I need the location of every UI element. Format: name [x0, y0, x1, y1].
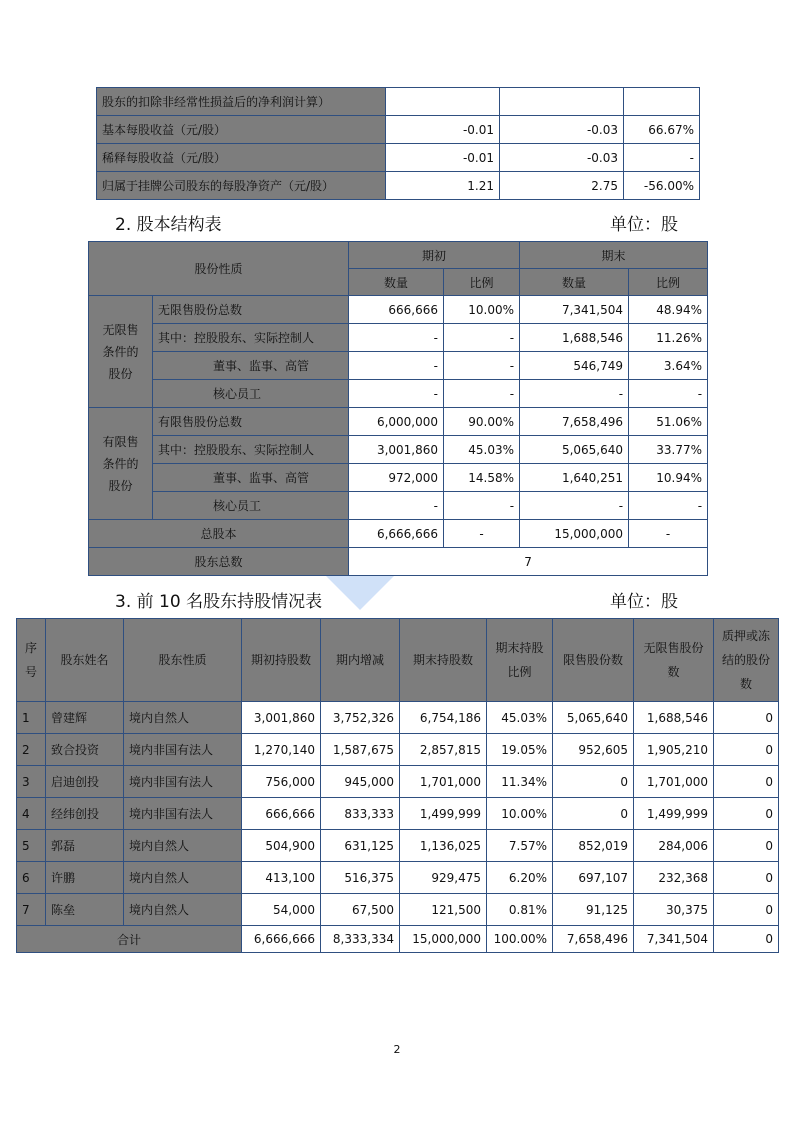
- row-label: 有限售股份总数: [153, 408, 349, 436]
- begin-ratio: 14.58%: [444, 464, 520, 492]
- header-begin: 期初: [349, 242, 520, 269]
- header-col-3: 期初持股数: [242, 619, 321, 702]
- end-qty: 7,341,504: [520, 296, 629, 324]
- shareholder-row: [17, 798, 779, 830]
- share-structure-row: [89, 408, 708, 436]
- holders-count-value: 7: [349, 548, 708, 576]
- eps-row-v1: 1.21: [386, 172, 500, 200]
- shareholder-cell-8: 1,499,999: [634, 798, 714, 830]
- shareholder-cell-8: 1,905,210: [634, 734, 714, 766]
- group-label: 无限售条件的股份: [89, 296, 153, 408]
- total-cell-4: 100.00%: [487, 926, 553, 953]
- header-col-2: 股东性质: [124, 619, 242, 702]
- eps-row-v1: -0.01: [386, 144, 500, 172]
- shareholder-cell-0: 3: [17, 766, 46, 798]
- shareholder-cell-6: 10.00%: [487, 798, 553, 830]
- shareholder-cell-1: 陈垒: [46, 894, 124, 926]
- shareholder-cell-9: 0: [714, 798, 779, 830]
- share-structure-row: [89, 380, 708, 408]
- header-col-0: 序号: [17, 619, 46, 702]
- shareholder-cell-2: 境内自然人: [124, 830, 242, 862]
- shareholder-cell-1: 启迪创投: [46, 766, 124, 798]
- total-cell-5: 7,658,496: [553, 926, 634, 953]
- total-begin-qty: 6,666,666: [349, 520, 444, 548]
- page-number: 2: [393, 1043, 401, 1056]
- shareholder-cell-3: 54,000: [242, 894, 321, 926]
- header-end-qty: 数量: [520, 269, 629, 296]
- end-ratio: 3.64%: [629, 352, 708, 380]
- begin-qty: 666,666: [349, 296, 444, 324]
- end-ratio: 10.94%: [629, 464, 708, 492]
- end-qty: -: [520, 380, 629, 408]
- end-qty: 7,658,496: [520, 408, 629, 436]
- share-structure-row: [89, 464, 708, 492]
- eps-row-v1: [386, 88, 500, 116]
- total-cell-7: 0: [714, 926, 779, 953]
- shareholder-cell-9: 0: [714, 894, 779, 926]
- end-ratio: 51.06%: [629, 408, 708, 436]
- shareholder-cell-6: 11.34%: [487, 766, 553, 798]
- shareholder-cell-0: 4: [17, 798, 46, 830]
- eps-row-v3: -56.00%: [624, 172, 700, 200]
- shareholder-cell-6: 0.81%: [487, 894, 553, 926]
- shareholder-cell-3: 756,000: [242, 766, 321, 798]
- shareholder-row: [17, 766, 779, 798]
- total-cell-2: 8,333,334: [321, 926, 400, 953]
- shareholder-cell-8: 1,688,546: [634, 702, 714, 734]
- begin-ratio: 45.03%: [444, 436, 520, 464]
- shareholder-cell-2: 境内非国有法人: [124, 734, 242, 766]
- shareholder-cell-8: 284,006: [634, 830, 714, 862]
- total-cell-1: 6,666,666: [242, 926, 321, 953]
- begin-ratio: 10.00%: [444, 296, 520, 324]
- shareholder-cell-3: 3,001,860: [242, 702, 321, 734]
- end-qty: -: [520, 492, 629, 520]
- header-col-4: 期内增减: [321, 619, 400, 702]
- total-end-ratio: -: [629, 520, 708, 548]
- end-qty: 5,065,640: [520, 436, 629, 464]
- header-col-8: 无限售股份数: [634, 619, 714, 702]
- eps-row-v3: 66.67%: [624, 116, 700, 144]
- group-label: 有限售条件的股份: [89, 408, 153, 520]
- begin-qty: 972,000: [349, 464, 444, 492]
- end-ratio: -: [629, 380, 708, 408]
- end-ratio: 11.26%: [629, 324, 708, 352]
- total-end-qty: 15,000,000: [520, 520, 629, 548]
- shareholder-cell-6: 45.03%: [487, 702, 553, 734]
- shareholder-cell-2: 境内非国有法人: [124, 766, 242, 798]
- begin-ratio: -: [444, 380, 520, 408]
- shareholder-cell-1: 郭磊: [46, 830, 124, 862]
- shareholder-cell-9: 0: [714, 702, 779, 734]
- row-label: 其中：控股股东、实际控制人: [153, 436, 349, 464]
- shareholder-cell-3: 504,900: [242, 830, 321, 862]
- eps-row-v3: [624, 88, 700, 116]
- begin-ratio: -: [444, 352, 520, 380]
- shareholder-cell-9: 0: [714, 862, 779, 894]
- shareholder-cell-1: 经纬创投: [46, 798, 124, 830]
- begin-qty: -: [349, 352, 444, 380]
- eps-row-v2: [500, 88, 624, 116]
- section-3-unit: 单位：股: [610, 592, 678, 612]
- header-col-5: 期末持股数: [400, 619, 487, 702]
- section-2-title: 2. 股本结构表: [115, 215, 222, 235]
- shareholder-cell-4: 3,752,326: [321, 702, 400, 734]
- section-2-unit: 单位：股: [610, 215, 678, 235]
- shareholder-cell-5: 1,136,025: [400, 830, 487, 862]
- top10-shareholders-table: [16, 618, 779, 953]
- shareholder-cell-7: 5,065,640: [553, 702, 634, 734]
- begin-ratio: -: [444, 492, 520, 520]
- share-structure-table: [88, 241, 708, 576]
- total-begin-ratio: -: [444, 520, 520, 548]
- eps-row-label: 稀释每股收益（元/股）: [97, 144, 386, 172]
- header-col-1: 股东姓名: [46, 619, 124, 702]
- total-capital-label: 总股本: [89, 520, 349, 548]
- shareholder-cell-6: 7.57%: [487, 830, 553, 862]
- header-end-ratio: 比例: [629, 269, 708, 296]
- header-end: 期末: [520, 242, 708, 269]
- begin-qty: 3,001,860: [349, 436, 444, 464]
- end-qty: 1,640,251: [520, 464, 629, 492]
- shareholder-cell-2: 境内自然人: [124, 862, 242, 894]
- shareholder-cell-4: 516,375: [321, 862, 400, 894]
- begin-ratio: -: [444, 324, 520, 352]
- eps-row-label: 股东的扣除非经常性损益后的净利润计算）: [97, 88, 386, 116]
- shareholder-cell-6: 6.20%: [487, 862, 553, 894]
- eps-row: [97, 116, 700, 144]
- eps-row-v2: -0.03: [500, 116, 624, 144]
- shareholder-cell-7: 0: [553, 766, 634, 798]
- eps-row-v2: 2.75: [500, 172, 624, 200]
- shareholder-cell-9: 0: [714, 830, 779, 862]
- header-begin-ratio: 比例: [444, 269, 520, 296]
- shareholder-cell-4: 1,587,675: [321, 734, 400, 766]
- row-label: 董事、监事、高管: [153, 352, 349, 380]
- shareholder-cell-8: 232,368: [634, 862, 714, 894]
- shareholder-cell-3: 1,270,140: [242, 734, 321, 766]
- share-structure-row: [89, 492, 708, 520]
- row-label: 其中：控股股东、实际控制人: [153, 324, 349, 352]
- row-label: 核心员工: [153, 492, 349, 520]
- shareholder-row: [17, 734, 779, 766]
- shareholder-cell-0: 2: [17, 734, 46, 766]
- holders-count-label: 股东总数: [89, 548, 349, 576]
- share-structure-row: [89, 324, 708, 352]
- total-cell-3: 15,000,000: [400, 926, 487, 953]
- shareholder-row: [17, 702, 779, 734]
- shareholder-cell-5: 929,475: [400, 862, 487, 894]
- eps-row-v2: -0.03: [500, 144, 624, 172]
- row-label: 董事、监事、高管: [153, 464, 349, 492]
- begin-qty: -: [349, 380, 444, 408]
- shareholder-cell-7: 852,019: [553, 830, 634, 862]
- shareholder-row: [17, 830, 779, 862]
- shareholder-cell-3: 413,100: [242, 862, 321, 894]
- shareholder-cell-2: 境内非国有法人: [124, 798, 242, 830]
- shareholder-cell-0: 1: [17, 702, 46, 734]
- end-ratio: 33.77%: [629, 436, 708, 464]
- shareholder-cell-4: 67,500: [321, 894, 400, 926]
- shareholder-cell-5: 2,857,815: [400, 734, 487, 766]
- shareholder-cell-4: 631,125: [321, 830, 400, 862]
- shareholder-cell-7: 952,605: [553, 734, 634, 766]
- eps-row-label: 归属于挂牌公司股东的每股净资产（元/股）: [97, 172, 386, 200]
- share-structure-row: [89, 296, 708, 324]
- shareholder-cell-2: 境内自然人: [124, 702, 242, 734]
- shareholder-cell-5: 1,701,000: [400, 766, 487, 798]
- header-col-6: 期末持股比例: [487, 619, 553, 702]
- shareholder-cell-7: 91,125: [553, 894, 634, 926]
- shareholder-cell-4: 833,333: [321, 798, 400, 830]
- shareholder-cell-7: 0: [553, 798, 634, 830]
- end-ratio: -: [629, 492, 708, 520]
- eps-row: [97, 144, 700, 172]
- end-qty: 546,749: [520, 352, 629, 380]
- header-nature: 股份性质: [89, 242, 349, 296]
- eps-row-label: 基本每股收益（元/股）: [97, 116, 386, 144]
- shareholder-cell-1: 曾建辉: [46, 702, 124, 734]
- shareholder-cell-0: 5: [17, 830, 46, 862]
- end-ratio: 48.94%: [629, 296, 708, 324]
- shareholder-row: [17, 862, 779, 894]
- shareholder-cell-9: 0: [714, 766, 779, 798]
- section-3-title: 3. 前 10 名股东持股情况表: [115, 592, 323, 612]
- shareholder-cell-1: 致合投资: [46, 734, 124, 766]
- total-label: 合计: [17, 926, 242, 953]
- shareholder-cell-2: 境内自然人: [124, 894, 242, 926]
- shareholder-cell-0: 6: [17, 862, 46, 894]
- shareholder-cell-7: 697,107: [553, 862, 634, 894]
- shareholder-cell-0: 7: [17, 894, 46, 926]
- eps-row: [97, 172, 700, 200]
- shareholder-cell-5: 1,499,999: [400, 798, 487, 830]
- shareholder-cell-3: 666,666: [242, 798, 321, 830]
- eps-row: [97, 88, 700, 116]
- shareholder-cell-8: 1,701,000: [634, 766, 714, 798]
- end-qty: 1,688,546: [520, 324, 629, 352]
- eps-row-v1: -0.01: [386, 116, 500, 144]
- eps-row-v3: -: [624, 144, 700, 172]
- begin-qty: -: [349, 324, 444, 352]
- shareholder-cell-1: 许鹏: [46, 862, 124, 894]
- shareholder-cell-5: 6,754,186: [400, 702, 487, 734]
- shareholder-cell-6: 19.05%: [487, 734, 553, 766]
- header-col-9: 质押或冻结的股份数: [714, 619, 779, 702]
- begin-ratio: 90.00%: [444, 408, 520, 436]
- share-structure-row: [89, 436, 708, 464]
- shareholder-cell-5: 121,500: [400, 894, 487, 926]
- shareholder-row: [17, 894, 779, 926]
- shareholder-cell-9: 0: [714, 734, 779, 766]
- begin-qty: -: [349, 492, 444, 520]
- row-label: 无限售股份总数: [153, 296, 349, 324]
- row-label: 核心员工: [153, 380, 349, 408]
- shareholder-cell-8: 30,375: [634, 894, 714, 926]
- eps-table: [96, 87, 700, 200]
- total-cell-6: 7,341,504: [634, 926, 714, 953]
- share-structure-row: [89, 352, 708, 380]
- header-col-7: 限售股份数: [553, 619, 634, 702]
- begin-qty: 6,000,000: [349, 408, 444, 436]
- shareholder-cell-4: 945,000: [321, 766, 400, 798]
- header-begin-qty: 数量: [349, 269, 444, 296]
